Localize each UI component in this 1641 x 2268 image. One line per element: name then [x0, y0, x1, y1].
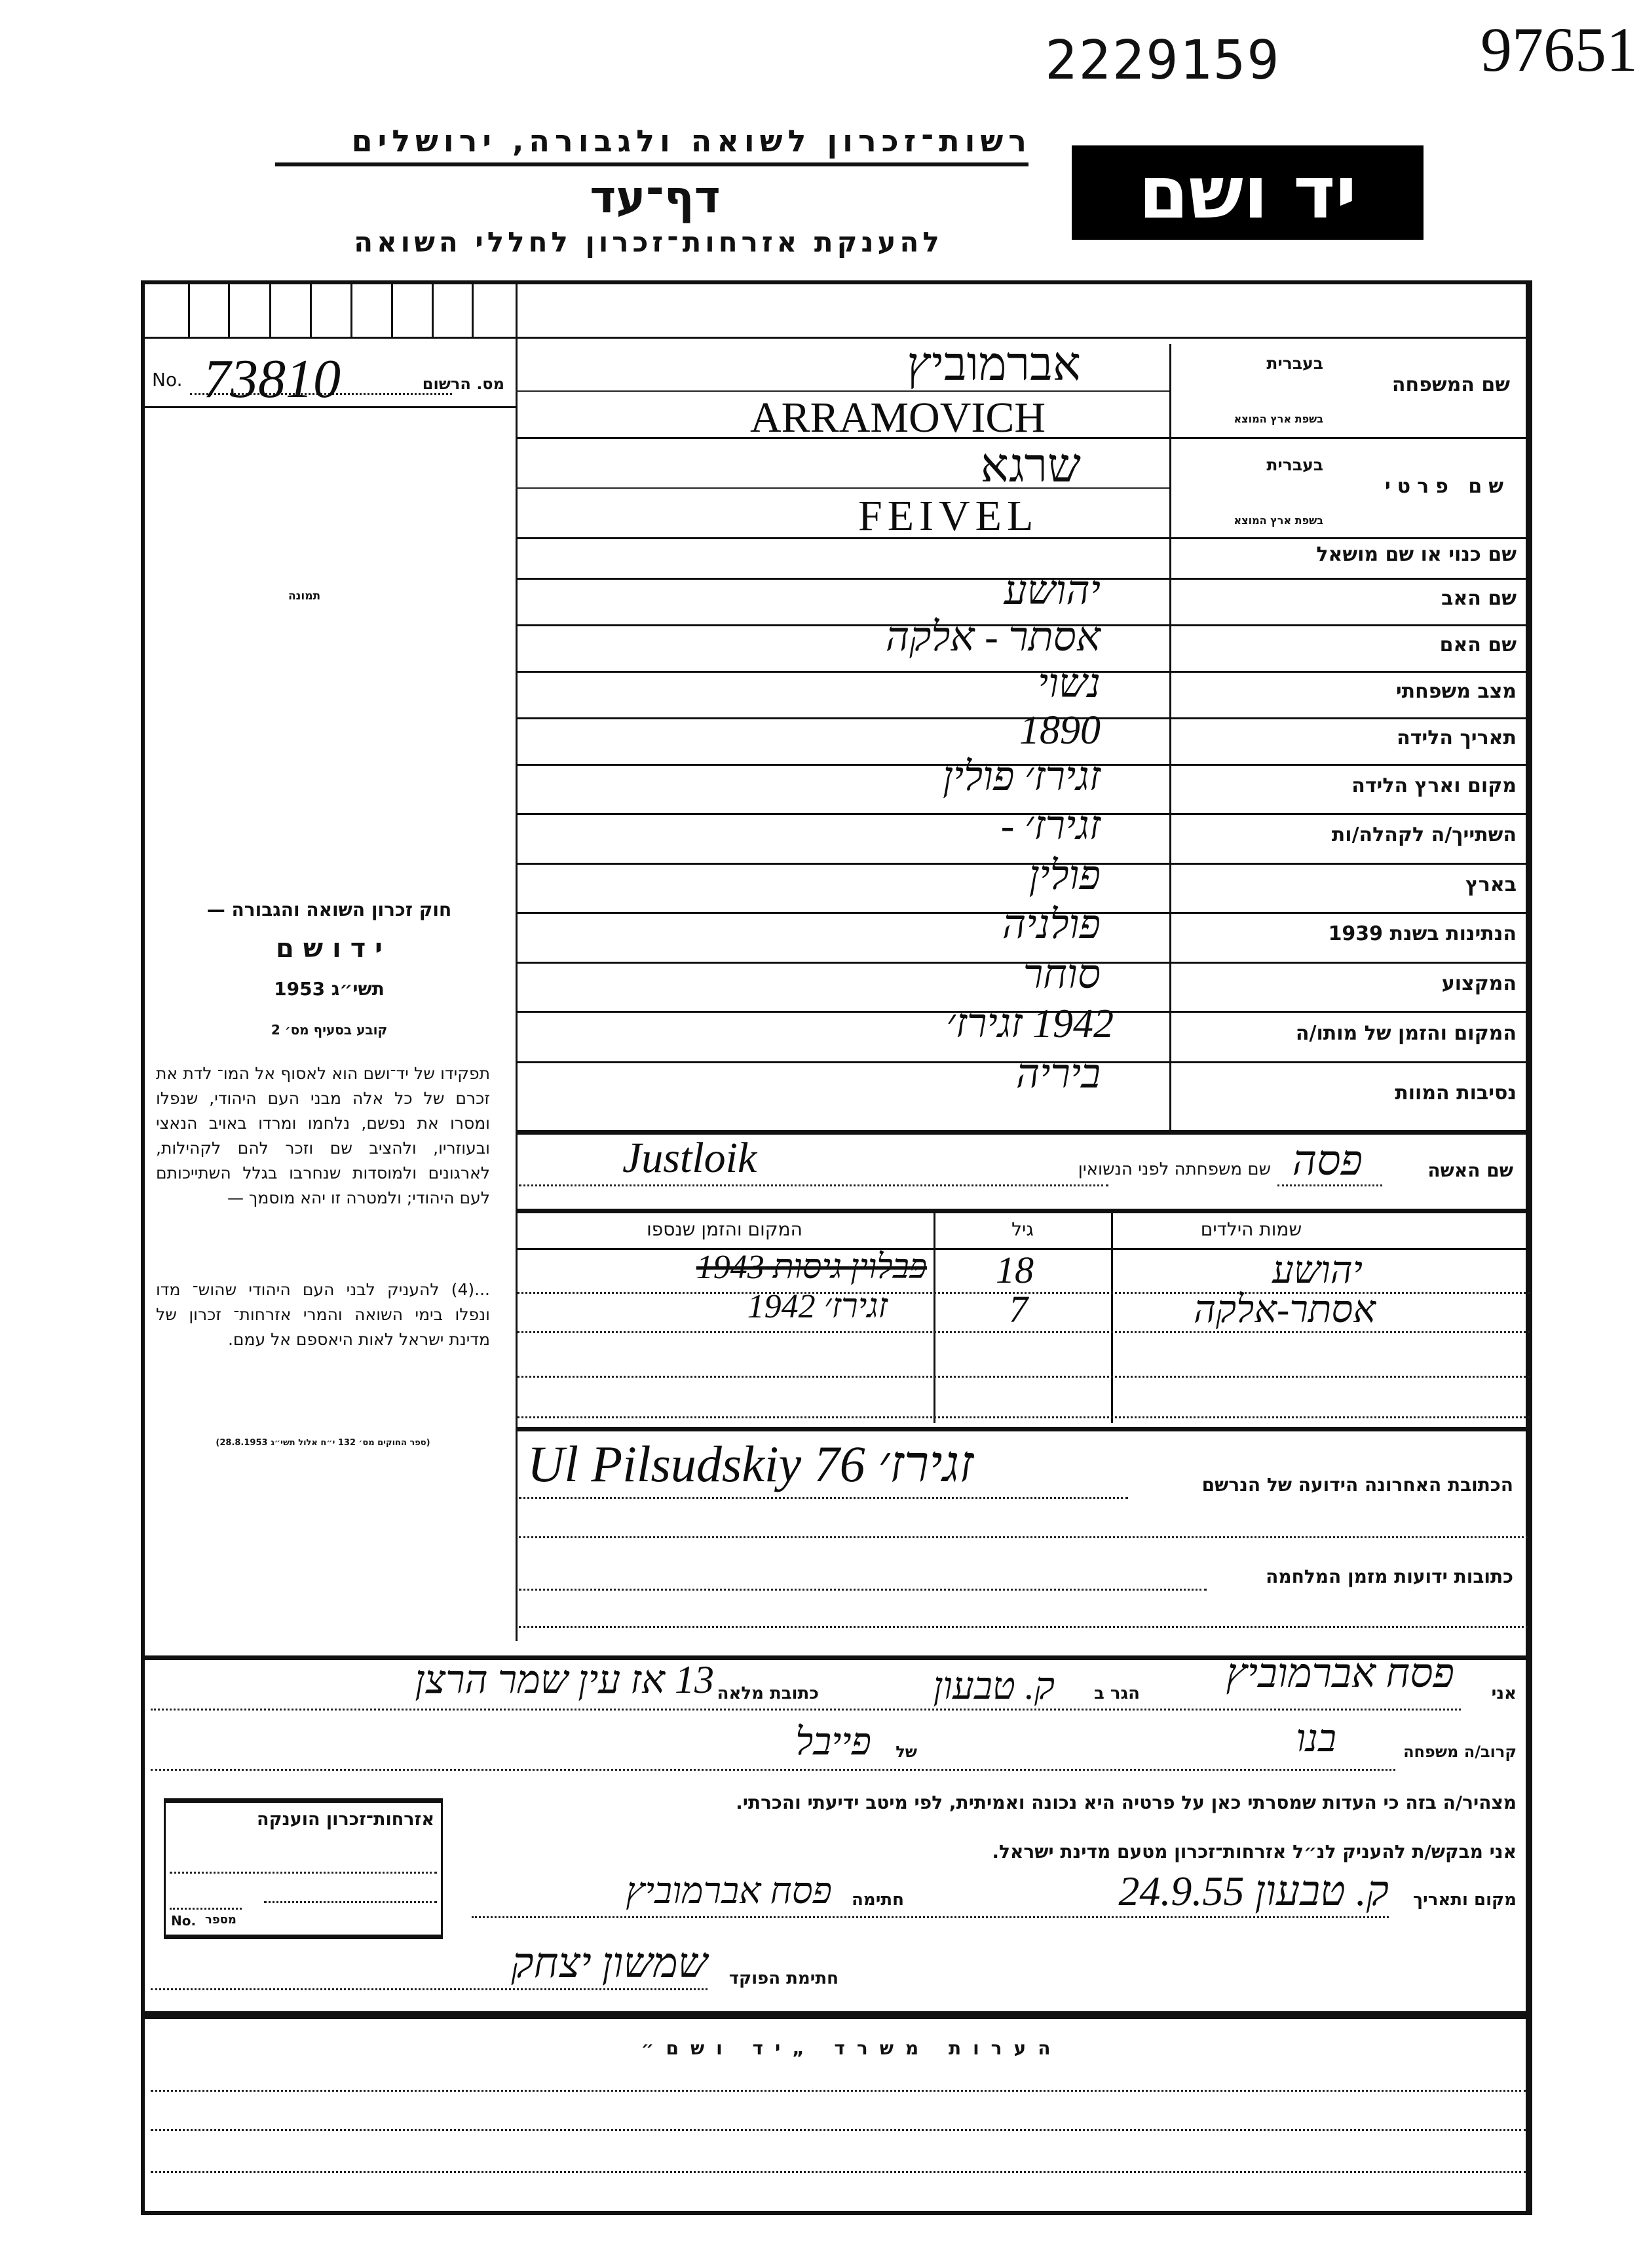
signature-label: חתימה [852, 1890, 904, 1910]
maiden-name-label: שם משפחתה לפני הנשואין [1078, 1160, 1271, 1179]
law-heading: חוק זכרון השואה והגבורה — [206, 899, 452, 920]
law-footnote: (ספר החוקים מס׳ 132 י״ח אלול תשי״ג 28.8.1953) [216, 1438, 430, 1448]
community-value[interactable]: זגירז׳ - [1000, 804, 1101, 848]
given-name-label: שם פרטי [1384, 475, 1510, 498]
children-death-header: המקום והזמן שנספו [647, 1219, 802, 1240]
mother-name-label: שם האם [1439, 633, 1517, 656]
maiden-name-value[interactable]: Justloik [622, 1134, 757, 1182]
registration-number[interactable]: 73810 [203, 349, 341, 409]
header-underline [275, 162, 1028, 166]
photo-placeholder-label: תמונה [288, 590, 321, 603]
registration-no-label: No. [152, 369, 183, 390]
father-name-label: שם האב [1441, 586, 1517, 610]
wartime-address-label: כתובות ידועות מזמן המלחמה [1266, 1566, 1513, 1587]
marital-status-value[interactable]: נשוי [1037, 662, 1101, 706]
full-address-label: כתובת מלאה [717, 1684, 819, 1703]
declaration-statement: מצהיר/ה בזה כי העדות שמסרתי כאן על פרטיה היא נכונה ואמיתית, לפי מיטב ידיעתי והכרתי. [736, 1792, 1517, 1813]
foreign-sublabel: בשפת ארץ המוצא [1234, 413, 1323, 425]
alias-label: שם כנוי או שם מושאל [1316, 543, 1517, 566]
death-place-time-label: המקום והזמן של מותו/ה [1295, 1021, 1517, 1045]
citizenship-1939-value[interactable]: פולניה [1002, 903, 1101, 947]
children-age-header: גיל [1011, 1219, 1034, 1240]
granted-number-label: מספר [205, 1913, 236, 1927]
declarant-label: אני [1491, 1684, 1517, 1703]
granted-box-title: אזרחות־זכרון הוענקה [257, 1809, 434, 1830]
place-date-label: מקום ותאריך [1413, 1890, 1517, 1910]
declarant-signature[interactable]: פסח אברמוביץ [626, 1871, 832, 1912]
birth-date-value[interactable]: 1890 [1019, 708, 1101, 753]
registration-label: מס. הרשום [422, 375, 504, 393]
last-address-value[interactable]: Ul Pilsudskiy 76 זגירז׳ [527, 1435, 974, 1492]
item-number-stamp: 2229159 [1045, 29, 1281, 92]
family-name-foreign-value[interactable]: ARRAMOVICH [750, 394, 1046, 442]
officer-signature-label: חתימת הפוקד [728, 1969, 839, 1988]
page-title: דף־עד [590, 172, 721, 223]
relation-value[interactable]: בנו [1296, 1717, 1336, 1760]
profession-label: המקצוע [1441, 972, 1517, 995]
country-value[interactable]: פולין [1028, 854, 1101, 898]
wife-name-value[interactable]: פסה [1292, 1137, 1363, 1184]
of-label: של [896, 1743, 917, 1761]
law-year: תשי״ג 1953 [274, 978, 385, 1000]
archive-number-stamp: 97651 [1481, 14, 1638, 85]
of-value[interactable]: פייבל [795, 1720, 871, 1763]
citizenship-granted-box [164, 1798, 443, 1939]
child-age[interactable]: 7 [1009, 1288, 1028, 1331]
wife-label: שם האשה [1427, 1160, 1513, 1181]
death-place-time-value[interactable]: 1942 זגירז׳ [946, 1002, 1114, 1046]
authority-heading: רשות־זכרון לשואה ולגבורה, ירושלים [351, 123, 1032, 159]
birth-place-label: מקום וארץ הלידה [1351, 774, 1517, 797]
given-name-hebrew-value[interactable]: שרגא [980, 440, 1081, 492]
father-name-value[interactable]: יהושע [1004, 569, 1101, 613]
hebrew-sublabel: בעברית [1266, 455, 1323, 474]
death-circumstances-label: נסיבות המוות [1395, 1081, 1517, 1105]
country-label: בארץ [1465, 873, 1517, 896]
last-address-label: הכתובת האחרונה הידועה של הנרשם [1201, 1474, 1513, 1496]
profession-value[interactable]: סוחר [1023, 953, 1101, 997]
hebrew-sublabel: בעברית [1266, 354, 1323, 373]
death-circumstances-value[interactable]: ביריה [1015, 1052, 1101, 1097]
officer-signature[interactable]: שמשון יצחק [511, 1940, 707, 1986]
resides-label: הגר ב [1093, 1684, 1140, 1703]
remarks-line[interactable] [151, 2129, 1526, 2131]
birth-date-label: תאריך הלידה [1397, 726, 1517, 749]
declarant-name-value[interactable]: פסח אברמוביץ [1226, 1652, 1454, 1696]
remarks-line[interactable] [151, 2090, 1526, 2092]
place-date-value[interactable]: ק. טבעון 24.9.55 [1118, 1868, 1389, 1914]
children-names-header: שמות הילדים [1200, 1219, 1302, 1240]
full-address-value[interactable]: 13 אז עין שמר הרצן [415, 1658, 714, 1701]
child-death-place[interactable]: פבלוין גיסות 1943 [696, 1249, 927, 1286]
child-name[interactable]: יהושע [1272, 1249, 1363, 1291]
law-name: י ד ו ש ם [276, 934, 383, 964]
yad-vashem-logo: יד ושם [1072, 145, 1424, 240]
relation-label: קרוב/ה משפחה [1403, 1743, 1517, 1761]
foreign-sublabel: בשפת ארץ המוצא [1234, 514, 1323, 527]
law-paragraph-2: ...(4) להעניק לבני העם היהודי שהוש־ מדו ונפלו בימי השואה והמרי אזרחות־ זכרון של מדינת ישראל לאות היאספם אל עמם. [156, 1280, 490, 1349]
child-age[interactable]: 18 [996, 1249, 1034, 1291]
child-name[interactable]: אסתר-אלקה [1194, 1288, 1376, 1331]
marital-status-label: מצב משפחתי [1395, 679, 1517, 703]
declaration-request: אני מבקש/ת להעניק לנ״ל אזרחות־זכרון מטעם מדינת ישראל. [992, 1841, 1517, 1862]
family-name-hebrew-value[interactable]: אברמוביץ [907, 338, 1081, 390]
family-name-label: שם המשפחה [1391, 373, 1510, 396]
community-label: השתייך/ה לקהלה/ות [1331, 823, 1517, 846]
mother-name-value[interactable]: אסתר - אלקה [885, 615, 1101, 660]
resides-value[interactable]: ק. טבעון [933, 1665, 1055, 1707]
birth-place-value[interactable]: זגירז׳ פולין [943, 755, 1101, 799]
granted-no-label: No. [171, 1913, 197, 1929]
page-subtitle: להענקת אזרחות־זכרון לחללי השואה [354, 226, 943, 258]
law-paragraph-1: תפקידו של יד־ושם הוא לאסוף אל המו־ לדת את זכרם של כל אלה מבני העם היהודי, שנפלו ומסרו את נפשם, נלחמו ומרדו באויב הנאצי ובעוזריו, ולהציב שם וזכר להם לקהילות, לארגונים ולמוסדות שנחרבו בגלל השתייכותם לעם היהודי; ולמטרה זו יהא מוסמך — [156, 1064, 490, 1207]
remarks-heading: הערות משרד „יד ושם״ [641, 2037, 1063, 2059]
citizenship-1939-label: הנתינות בשנת 1939 [1328, 922, 1517, 945]
child-death-place[interactable]: זגירז׳ 1942 [747, 1288, 888, 1325]
remarks-line[interactable] [151, 2171, 1526, 2173]
given-name-foreign-value[interactable]: FEIVEL [858, 492, 1039, 540]
law-section: קובע בסעיף מס׳ 2 [271, 1022, 388, 1038]
